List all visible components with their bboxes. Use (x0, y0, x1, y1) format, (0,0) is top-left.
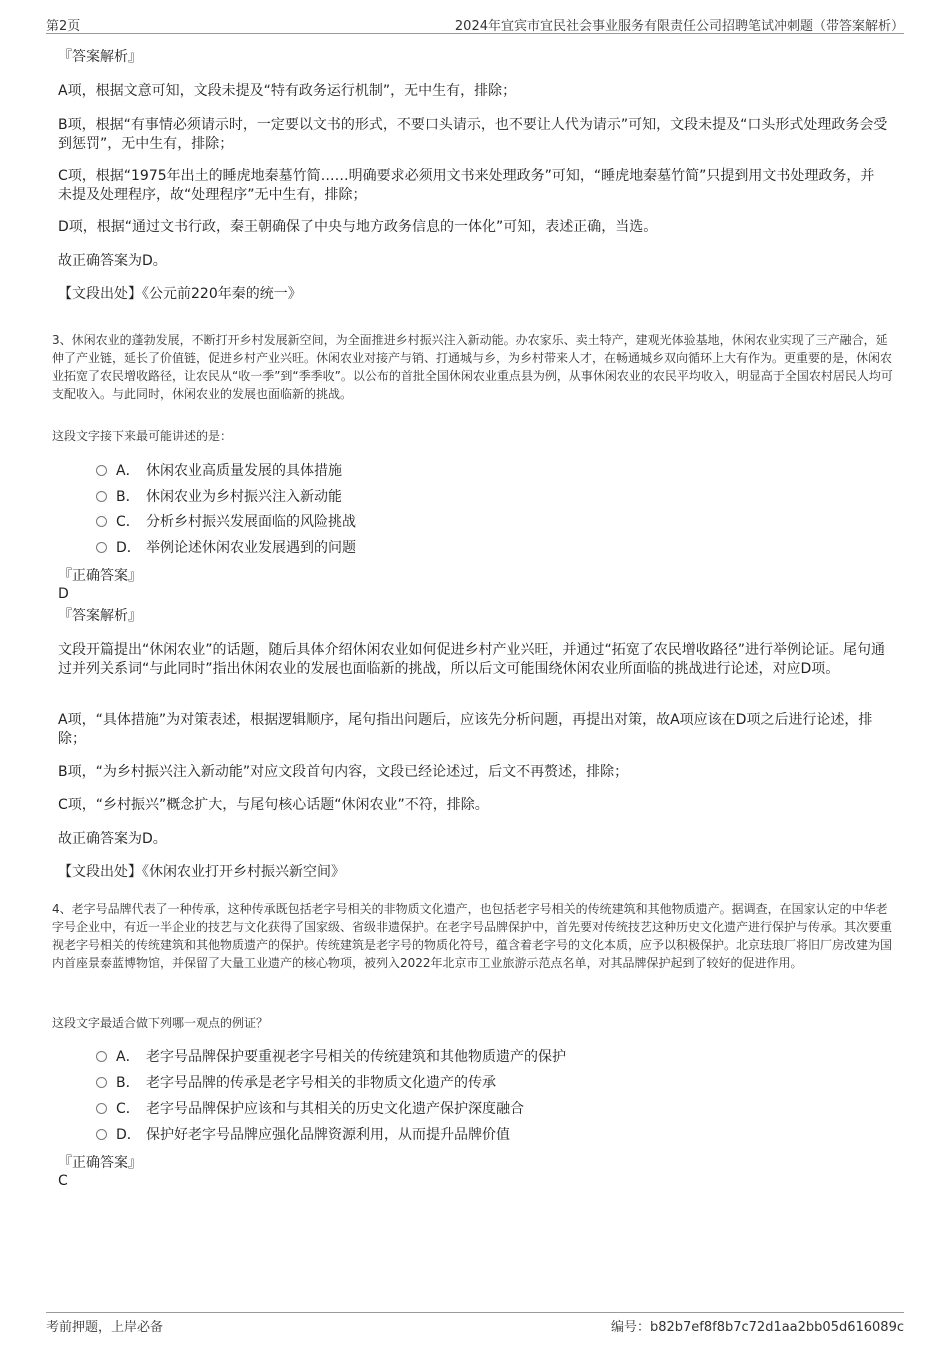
q4-passage: 4、老字号品牌代表了一种传承，这种传承既包括老字号相关的非物质文化遗产，也包括老字号相关的传统建筑和其他物质遗产。据调查，在国家认定的中华老字号企业中，有近一半企业的技艺与文化获得了国家级、省级非遗保护。在老字号品牌保护中，首先要对传统技艺这种历史文化遗产进行保护与传承。其次要重视老字号相关的传统建筑和其他物质遗产的保护。传统建筑是老字号的物质化符号，蕴含着老字号的文化本质，应予以积极保护。北京珐琅厂将旧厂房改建为国内首座景泰蓝博物馆，并保留了大量工业遗产的核心物项，被列入2022年北京市工业旅游示范点名单，对其品牌保护起到了较好的促进作用。 (52, 902, 893, 970)
q3-option-a[interactable]: A． 休闲农业高质量发展的具体措施 (96, 461, 342, 481)
q3-answer-label: 『正确答案』 (58, 568, 142, 584)
radio-icon[interactable] (96, 542, 107, 553)
page-number: 第2页 (46, 19, 81, 34)
q4-option-a[interactable]: A． 老字号品牌保护要重视老字号相关的传统建筑和其他物质遗产的保护 (96, 1047, 566, 1067)
q4-answer: C (58, 1173, 68, 1189)
page-header (46, 13, 904, 34)
q4-answer-label: 『正确答案』 (58, 1155, 142, 1171)
radio-icon[interactable] (96, 1077, 107, 1088)
q4-option-d[interactable]: D． 保护好老字号品牌应强化品牌资源利用，从而提升品牌价值 (96, 1125, 510, 1145)
q2-analysis-para-b: B项，根据“有事情必须请示时，一定要以文书的形式，不要口头请示，也不要让人代为请示”可知，文段未提及“口头形式处理政务会受到惩罚”，无中生有，排除； (58, 117, 888, 152)
q4-question: 这段文字最适合做下列哪一观点的例证？ (52, 1016, 269, 1030)
radio-icon[interactable] (96, 1129, 107, 1140)
footer-slogan: 考前押题，上岸必备 (46, 1320, 164, 1335)
q3-question: 这段文字接下来最可能讲述的是： (52, 429, 233, 443)
q2-source: 【文段出处】《公元前220年秦的统一》 (58, 286, 302, 302)
document-title: 2024年宜宾市宜民社会事业服务有限责任公司招聘笔试冲刺题（带答案解析） (454, 19, 904, 34)
radio-icon[interactable] (96, 1051, 107, 1062)
q4-option-c[interactable]: C． 老字号品牌保护应该和与其相关的历史文化遗产保护深度融合 (96, 1099, 524, 1119)
q2-analysis-para-a: A项，根据文意可知，文段未提及“特有政务运行机制”，无中生有，排除； (58, 83, 517, 99)
q2-analysis-para-c: C项，根据“1975年出土的睡虎地秦墓竹简……明确要求必须用文书来处理政务”可知，“睡虎地秦墓竹简”只提到用文书处理政务，并未提及处理程序，故“处理程序”无中生有，排除； (58, 168, 875, 203)
q3-option-b[interactable]: B． 休闲农业为乡村振兴注入新动能 (96, 487, 342, 507)
q3-passage: 3、休闲农业的蓬勃发展，不断打开乡村发展新空间，为全面推进乡村振兴注入新动能。办农家乐、卖土特产，建观光体验基地，休闲农业实现了三产融合，延伸了产业链，延长了价值链，促进乡村产业兴旺。休闲农业对接产与销、打通城与乡，为乡村带来人才，在畅通城乡双向循环上大有作为。更重要的是，休闲农业拓宽了农民增收路径，让农民从“收一季”到“季季收”。以公布的首批全国休闲农业重点县为例，从事休闲农业的农民平均收入，明显高于全国农村居民人均可支配收入。与此同时，休闲农业的发展也面临新的挑战。 (52, 333, 893, 401)
q3-analysis-label: 『答案解析』 (58, 608, 142, 624)
q3-analysis-para-main: 文段开篇提出“休闲农业”的话题，随后具体介绍休闲农业如何促进乡村产业兴旺，并通过“拓宽了农民增收路径”进行举例论证。尾句通过并列关系词“与此同时”指出休闲农业的发展也面临新的挑战，所以后文可能围绕休闲农业所面临的挑战进行论述，对应D项。 (58, 642, 886, 677)
q3-analysis-para-c: C项，“乡村振兴”概念扩大，与尾句核心话题“休闲农业”不符，排除。 (58, 797, 489, 813)
q3-source: 【文段出处】《休闲农业打开乡村振兴新空间》 (58, 864, 345, 880)
q3-answer: D (58, 586, 69, 602)
radio-icon[interactable] (96, 1103, 107, 1114)
radio-icon[interactable] (96, 516, 107, 527)
document-code: 编号：b82b7ef8f8b7c72d1aa2bb05d616089c (610, 1320, 904, 1335)
q2-analysis-label: 『答案解析』 (58, 49, 142, 65)
q3-option-c[interactable]: C． 分析乡村振兴发展面临的风险挑战 (96, 512, 356, 532)
q4-option-b[interactable]: B． 老字号品牌的传承是老字号相关的非物质文化遗产的传承 (96, 1073, 496, 1093)
q3-analysis-para-a: A项，“具体措施”为对策表述，根据逻辑顺序，尾句指出问题后，应该先分析问题，再提出对策，故A项应该在D项之后进行论述，排除； (58, 712, 873, 747)
radio-icon[interactable] (96, 491, 107, 502)
q3-option-d[interactable]: D． 举例论述休闲农业发展遇到的问题 (96, 538, 356, 558)
q2-conclusion: 故正确答案为D。 (58, 253, 167, 269)
q3-conclusion: 故正确答案为D。 (58, 831, 167, 847)
page-footer (46, 1312, 904, 1335)
q3-analysis-para-b: B项，“为乡村振兴注入新动能”对应文段首句内容，文段已经论述过，后文不再赘述，排除； (58, 764, 629, 780)
radio-icon[interactable] (96, 465, 107, 476)
q2-analysis-para-d: D项，根据“通过文书行政，秦王朝确保了中央与地方政务信息的一体化”可知，表述正确，当选。 (58, 219, 658, 235)
